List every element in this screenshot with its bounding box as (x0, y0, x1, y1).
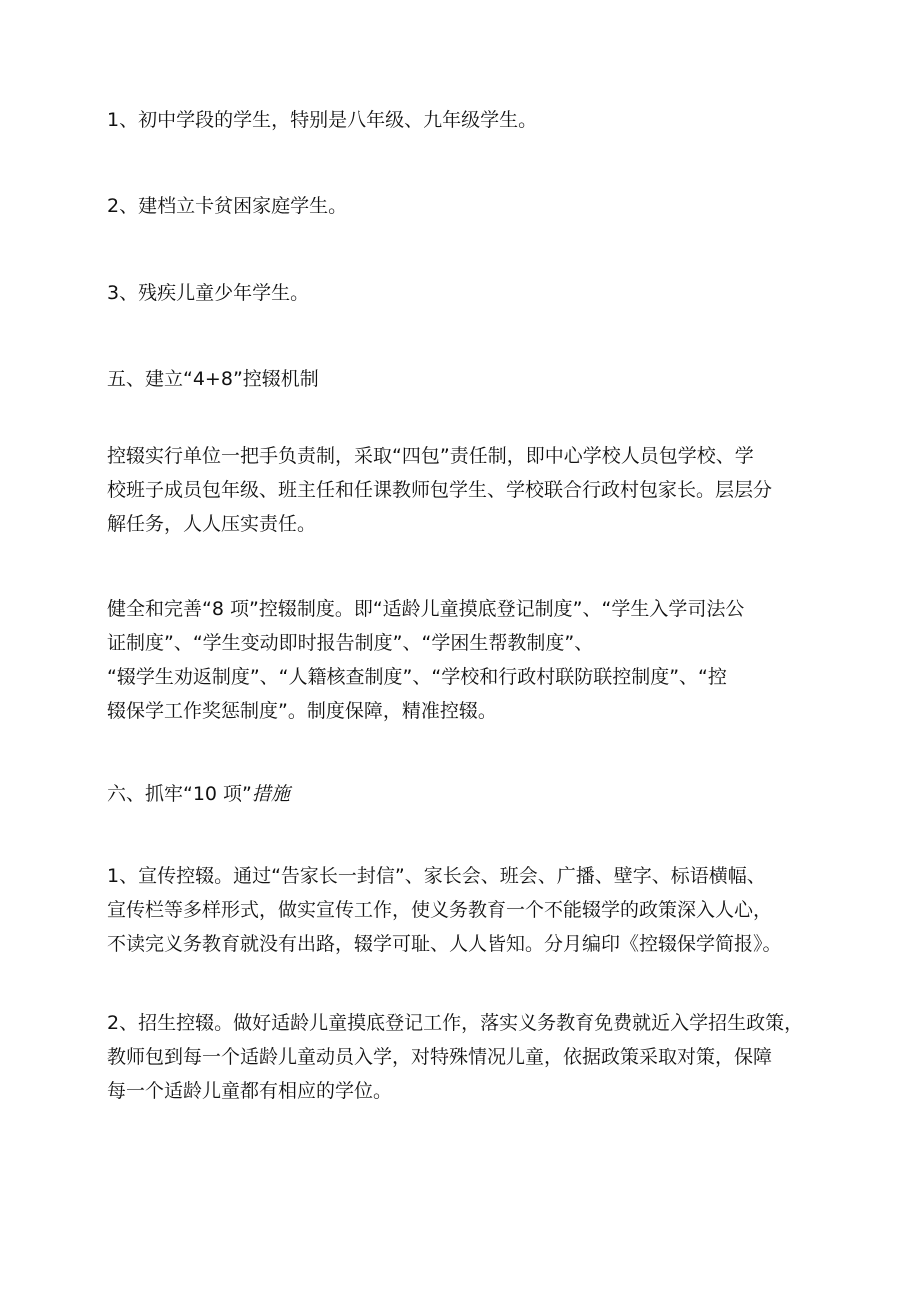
text-line: 宣传栏等多样形式，做实宣传工作，使义务教育一个不能辍学的政策深入人心， (107, 899, 773, 921)
section-6-heading (107, 777, 822, 811)
heading-prefix: 六、抓牢“10 项” (107, 783, 252, 805)
text-line: 1、初中学段的学生，特别是八年级、九年级学生。 (107, 109, 538, 131)
section-5-heading (107, 362, 822, 396)
text-line: 证制度”、“学生变动即时报告制度”、“学困生帮教制度”、 (107, 632, 594, 654)
text-line: 每一个适龄儿童都有相应的学位。 (107, 1080, 393, 1102)
heading-text: 五、建立“4+8”控辍机制 (107, 368, 319, 390)
text-line: 2、建档立卡贫困家庭学生。 (107, 195, 348, 217)
text-line: 健全和完善“8 项”控辍制度。即“适龄儿童摸底登记制度”、“学生入学司法公 (107, 598, 745, 620)
target-item-2 (107, 189, 822, 223)
text-line: 控辍实行单位一把手负责制，采取“四包”责任制，即中心学校人员包学校、学 (107, 445, 754, 467)
section-6-item-1 (107, 859, 822, 961)
text-line: 辍保学工作奖惩制度”。制度保障，精准控辍。 (107, 700, 497, 722)
section-6-item-2 (107, 1006, 822, 1108)
text-line: 1、宣传控辍。通过“告家长一封信”、家长会、班会、广播、壁字、标语横幅、 (107, 865, 766, 887)
target-item-3 (107, 276, 822, 310)
heading-line (107, 777, 822, 811)
text-line: 校班子成员包年级、班主任和任课教师包学生、学校联合行政村包家长。层层分 (107, 479, 773, 501)
text-line: 3、残疾儿童少年学生。 (107, 282, 310, 304)
heading-suffix: 措施 (251, 783, 290, 805)
target-item-1 (107, 103, 822, 137)
text-line: 教师包到每一个适龄儿童动员入学，对特殊情况儿童，依据政策采取对策，保障 (107, 1046, 773, 1068)
section-5-paragraph-2 (107, 592, 822, 728)
text-line: 解任务，人人压实责任。 (107, 513, 317, 535)
text-line: 2、招生控辍。做好适龄儿童摸底登记工作，落实义务教育免费就近入学招生政策， (107, 1012, 804, 1034)
section-5-paragraph-1 (107, 439, 822, 541)
text-line: “辍学生劝返制度”、“人籍核查制度”、“学校和行政村联防联控制度”、“控 (107, 666, 727, 688)
text-line: 不读完义务教育就没有出路，辍学可耻、人人皆知。分月编印《控辍保学简报》。 (107, 933, 782, 955)
